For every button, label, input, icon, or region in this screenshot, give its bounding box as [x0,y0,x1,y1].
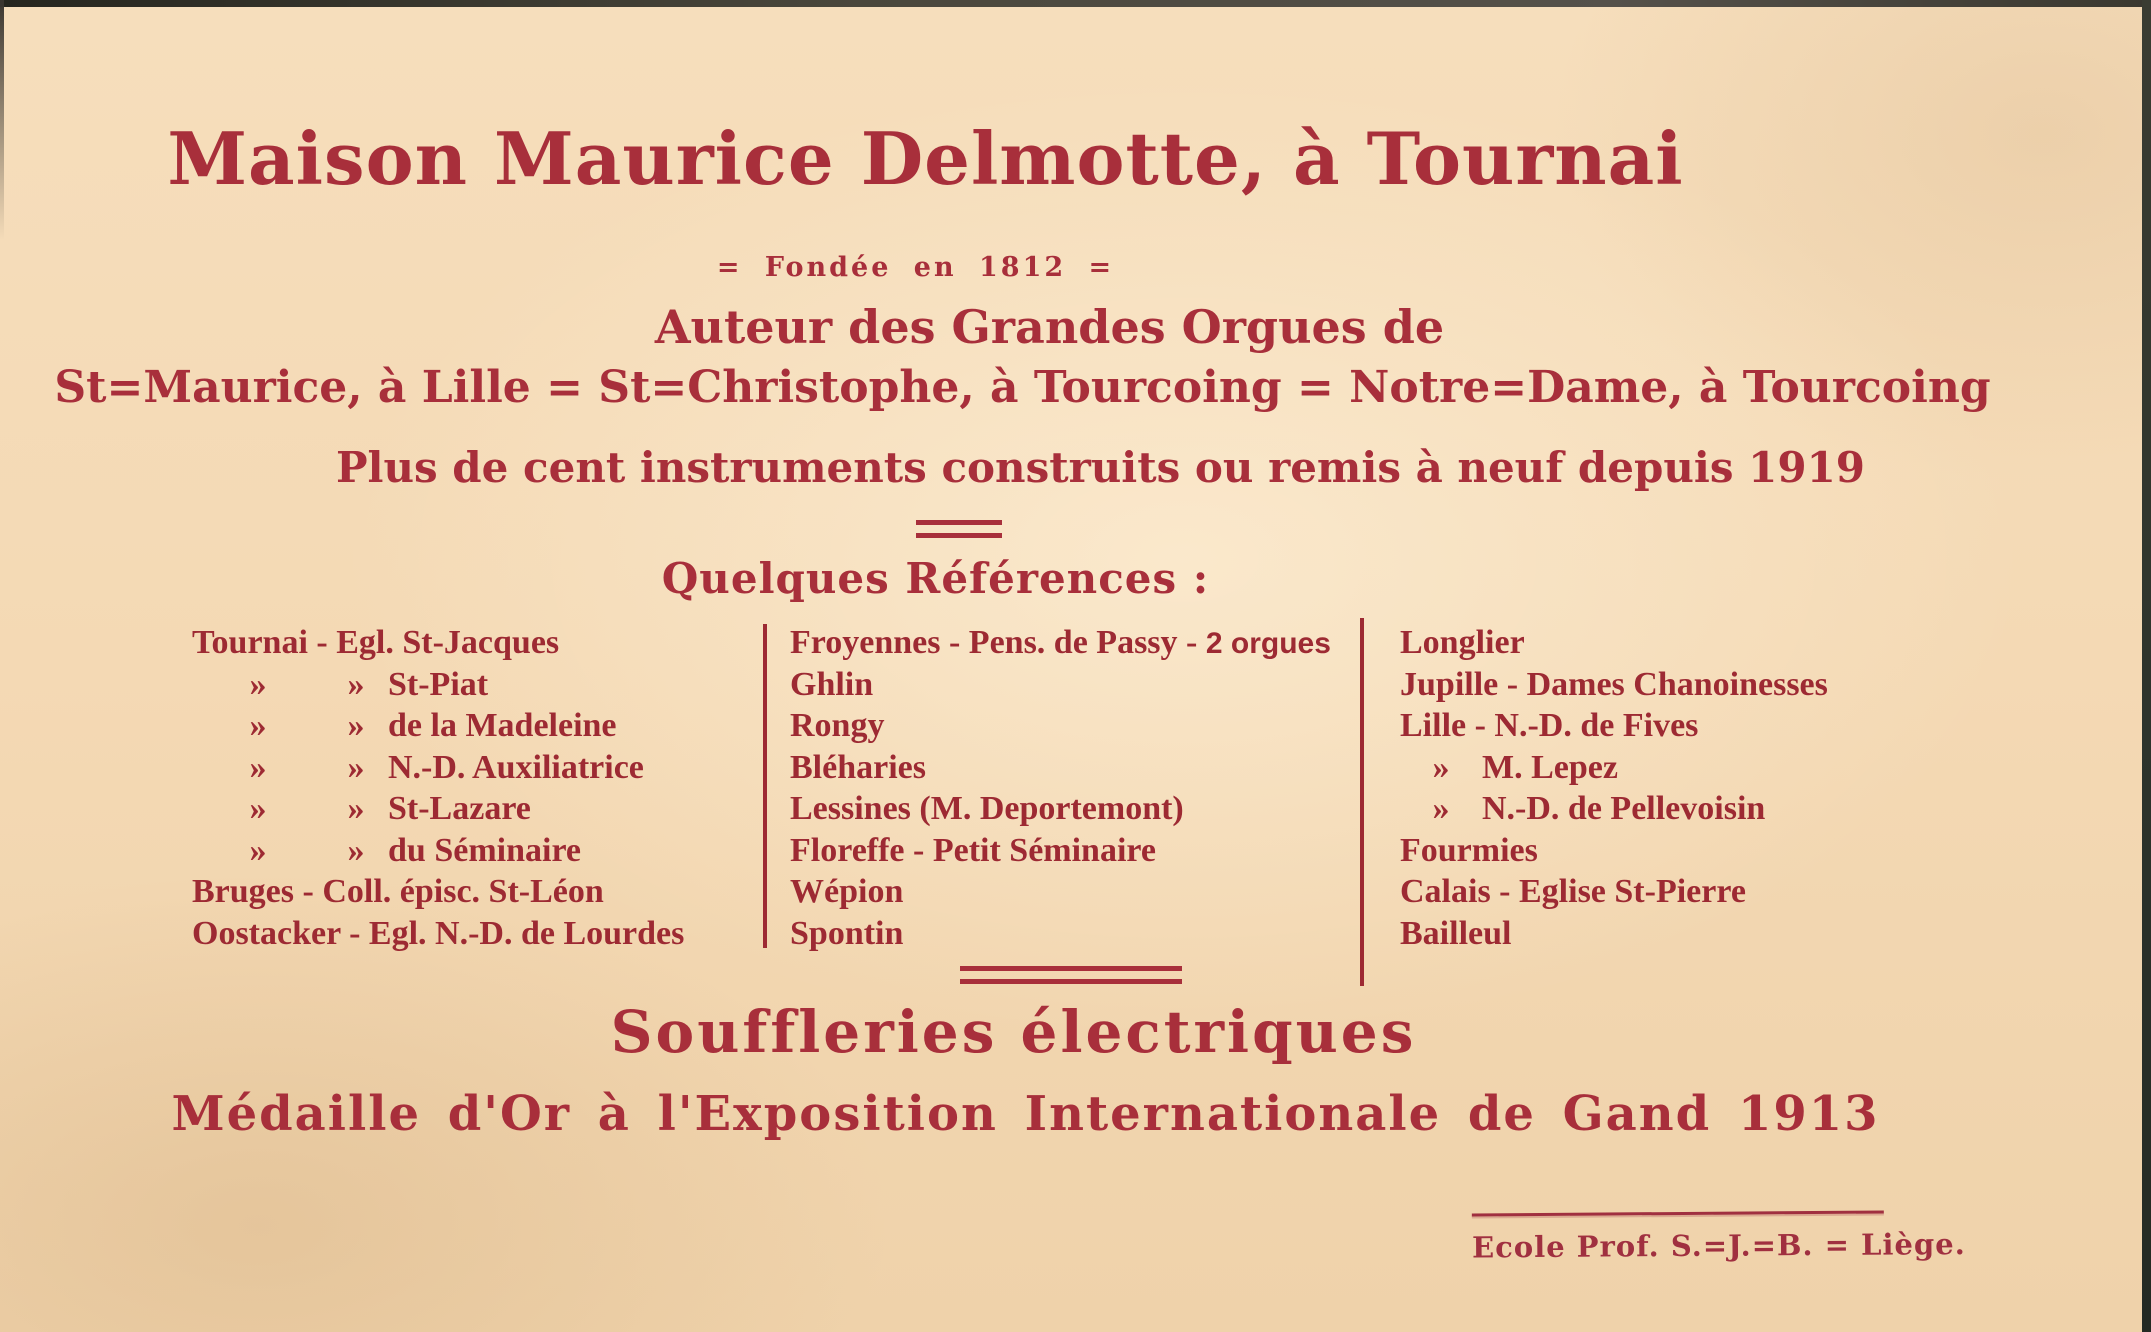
reference-text: Longlier [1400,624,1525,661]
reference-item [790,830,1331,872]
ditto-mark: » [249,790,267,827]
reference-text: M. Lepez [1482,748,1618,786]
reference-text: Froyennes - Pens. de Passy - [790,624,1206,661]
reference-item [1400,913,1828,955]
references-heading: Quelques Références : [661,554,1210,603]
column-divider-2 [1360,618,1364,986]
reference-item [1400,871,1828,913]
ditto-mark: » [249,748,267,786]
reference-item [1400,747,1828,789]
reference-item [192,622,684,664]
reference-item [790,664,1331,706]
reference-item [790,788,1331,830]
reference-text: de la Madeleine [388,707,617,744]
ditto-mark: » [347,790,365,827]
footer-medaille: Médaille d'Or à l'Exposition Internationale de Gand 1913 [171,1086,1880,1142]
reference-item [192,747,684,789]
reference-item [192,664,684,706]
subtitle-churches: St=Maurice, à Lille = St=Christophe, à Tourcoing = Notre=Dame, à Tourcoing [54,362,1991,413]
stamp-text: Ecole Prof. S.=J.=B. = Liège. [1471,1226,1966,1265]
reference-item [192,830,684,872]
reference-text: St-Piat [388,665,489,703]
reference-item [790,913,1331,955]
ditto-mark: » [1432,748,1450,786]
reference-text: Calais - Eglise St-Pierre [1400,873,1746,910]
column-divider-1 [763,624,767,948]
references-column-1 [192,622,684,954]
scan-edge-right [2142,0,2151,1332]
ditto-mark: » [249,831,267,869]
reference-text: St-Lazare [388,790,531,827]
founded-line: = Fondée en 1812 = [716,252,1115,283]
reference-text: Fourmies [1400,831,1538,869]
reference-text: N.-D. de Pellevoisin [1482,790,1766,827]
references-column-2 [790,622,1331,954]
reference-text: Lessines (M. Deportemont) [790,790,1184,827]
ditto-mark: » [347,748,365,786]
reference-text: Jupille - Dames Chanoinesses [1400,665,1828,703]
ditto-mark: » [347,707,365,744]
reference-text: Spontin [790,914,904,952]
reference-item [1400,664,1828,706]
divider-double-rule-top [916,520,1002,538]
reference-item [790,622,1331,664]
reference-item [192,788,684,830]
divider-double-rule-bottom [960,966,1182,984]
ditto-mark: » [347,665,365,703]
reference-item [192,871,684,913]
reference-bold-note: 2 orgues [1205,627,1331,660]
reference-text: Rongy [790,707,885,744]
stamp-rule [1472,1211,1884,1217]
reference-text: N.-D. Auxiliatrice [388,748,644,786]
reference-item [1400,830,1828,872]
owner-stamp [1471,1211,1966,1265]
reference-text: Wépion [790,873,904,910]
scan-edge-top [0,0,2151,7]
reference-item [192,705,684,747]
reference-text: Tournai - Egl. St-Jacques [192,624,560,661]
ditto-mark: » [347,831,365,869]
reference-text: Oostacker - Egl. N.-D. de Lourdes [192,914,685,952]
ditto-mark: » [1432,790,1450,827]
card-title: Maison Maurice Delmotte, à Tournai [167,116,1684,201]
reference-item [192,913,684,955]
reference-text: Floreffe - Petit Séminaire [790,831,1156,869]
reference-text: Bléharies [790,748,926,786]
reference-item [790,747,1331,789]
reference-item [790,705,1331,747]
references-column-3 [1400,622,1828,954]
subtitle-author: Auteur des Grandes Orgues de [654,300,1445,354]
reference-item [1400,788,1828,830]
reference-text: Ghlin [790,665,874,703]
reference-text: Lille - N.-D. de Fives [1400,707,1699,744]
ditto-mark: » [249,707,267,744]
reference-text: Bailleul [1400,914,1512,952]
reference-text: Bruges - Coll. épisc. St-Léon [192,873,604,910]
subtitle-instruments: Plus de cent instruments construits ou remis à neuf depuis 1919 [335,443,1866,492]
reference-item [1400,622,1828,664]
ditto-mark: » [249,665,267,703]
footer-souffleries: Souffleries électriques [610,998,1417,1066]
reference-item [1400,705,1828,747]
reference-item [790,871,1331,913]
reference-text: du Séminaire [388,831,582,869]
